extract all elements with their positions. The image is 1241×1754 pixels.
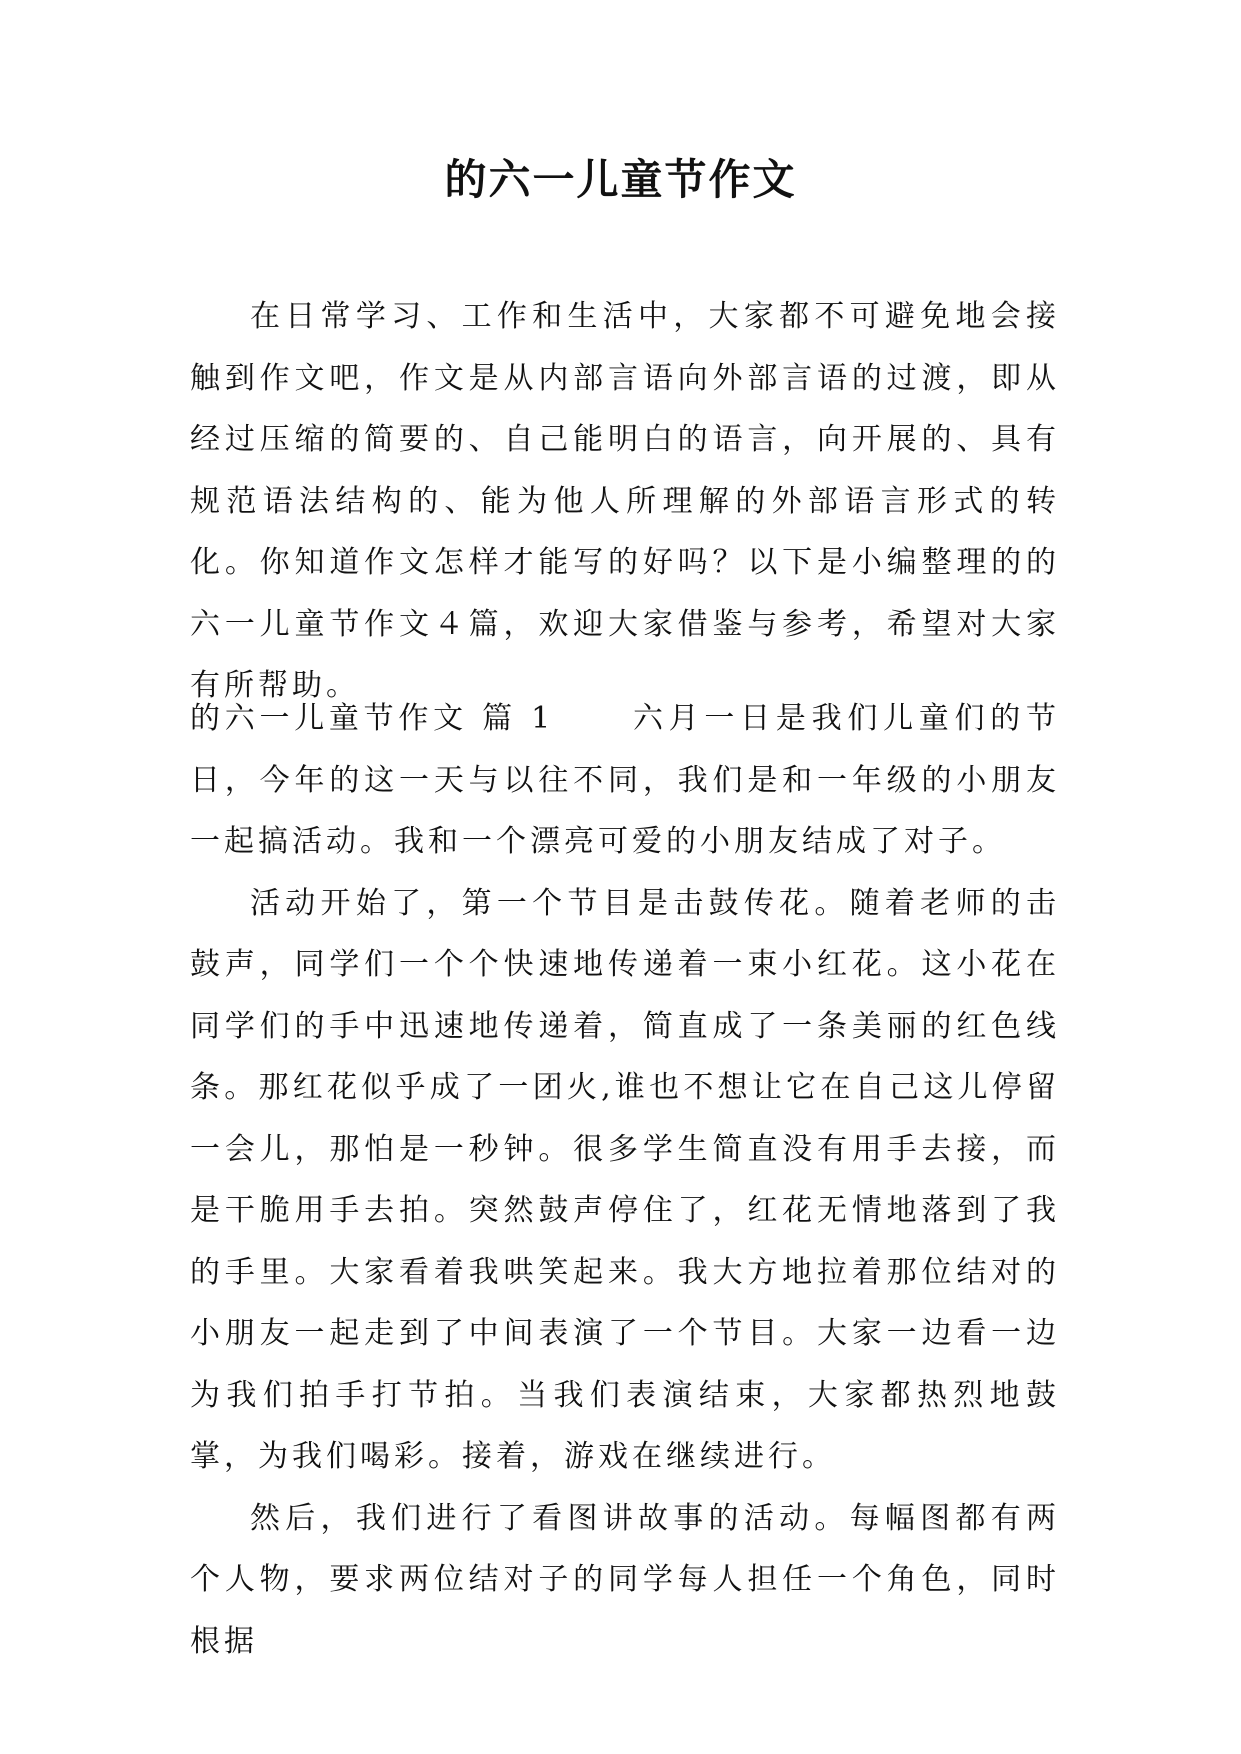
section-first-paragraph	[190, 688, 1060, 873]
section-heading: 的六一儿童节作文 篇 1	[190, 701, 554, 736]
intro-paragraph: 在日常学习、工作和生活中，大家都不可避免地会接触到作文吧，作文是从内部言语向外部言语的过渡，即从经过压缩的简要的、自己能明白的语言，向开展的、具有规范语法结构的、能为他人所理解的外部语言形式的转化。你知道作文怎样才能写的好吗？以下是小编整理的的六一儿童节作文４篇，欢迎大家借鉴与参考，希望对大家有所帮助。	[190, 299, 1060, 703]
essay-section-1	[190, 688, 1060, 1672]
section-paragraph: 活动开始了，第一个节目是击鼓传花。随着老师的击鼓声，同学们一个个快速地传递着一束小红花。这小花在同学们的手中迅速地传递着，简直成了一条美丽的红色线条。那红花似乎成了一团火,谁也不想让它在自己这儿停留一会儿，那怕是一秒钟。很多学生简直没有用手去接，而是干脆用手去拍。突然鼓声停住了，红花无情地落到了我的手里。大家看着我哄笑起来。我大方地拉着那位结对的小朋友一起走到了中间表演了一个节目。大家一边看一边为我们拍手打节拍。当我们表演结束，大家都热烈地鼓掌，为我们喝彩。接着，游戏在继续进行。	[190, 885, 1060, 1474]
section-first-text: 六月一日是我们儿童们的节日，今年的这一天与以往不同，我们是和一年级的小朋友一起搞活动。我和一个漂亮可爱的小朋友结成了对子。	[190, 701, 1060, 859]
section-paragraph: 然后，我们进行了看图讲故事的活动。每幅图都有两个人物，要求两位结对子的同学每人担任一个角色，同时根据	[190, 1500, 1060, 1659]
document-title: 的六一儿童节作文	[444, 155, 797, 204]
intro-block	[190, 286, 1060, 717]
